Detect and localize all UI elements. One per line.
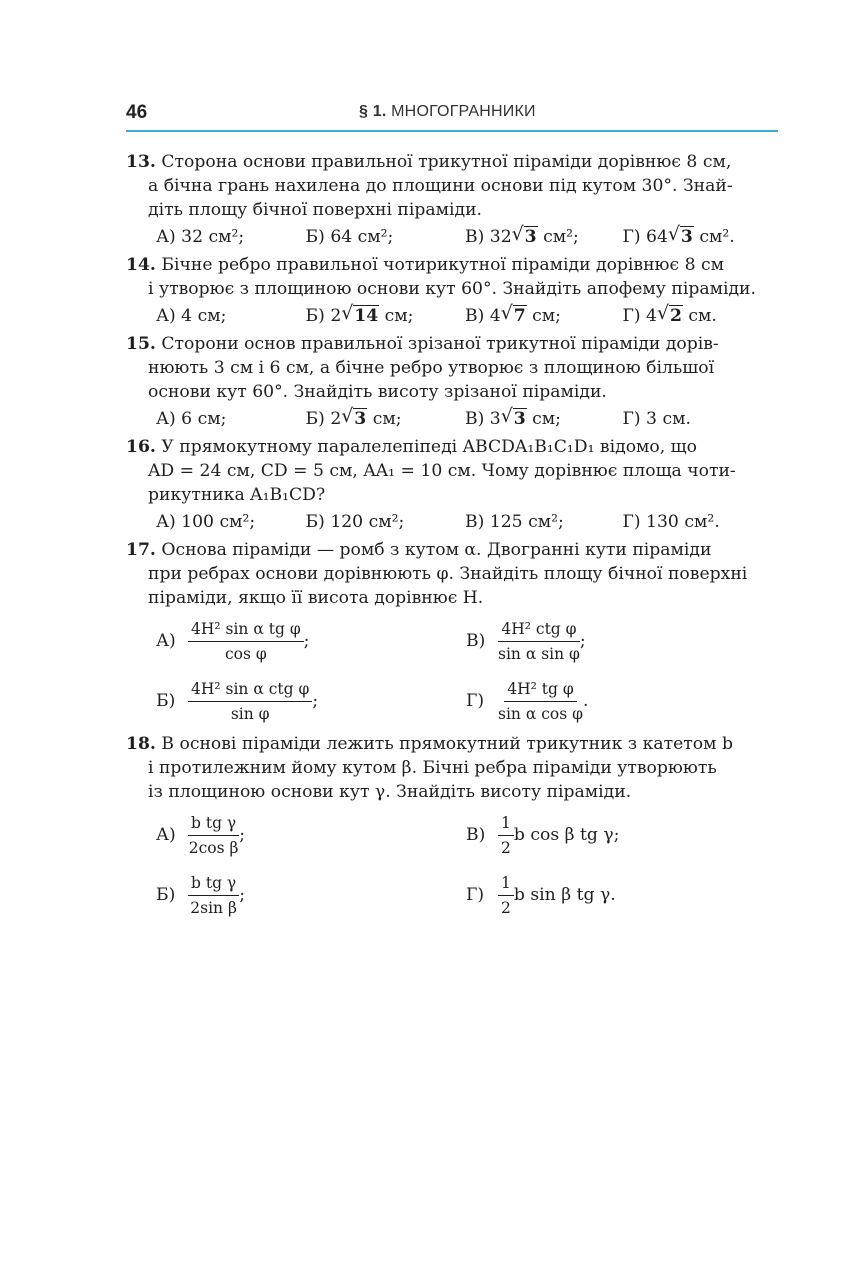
answer-b: Б) 2√ 3 см; — [306, 407, 465, 431]
answer-b: Б) 120 см²; — [305, 512, 405, 532]
fraction: $\frac{1}{2}$ — [498, 873, 514, 918]
answer-options — [126, 810, 778, 920]
page-number: 46 — [126, 102, 148, 123]
problem-number: 14. — [126, 255, 156, 275]
problem-text-line: Сторони основ правильної зрізаної трикутної піраміди дорів- — [161, 334, 719, 354]
answer-a: А) 32 см²; — [156, 227, 245, 247]
answer-d: Г) 130 см². — [622, 512, 720, 532]
problem-17 — [126, 538, 778, 726]
problem-text-line: при ребрах основи дорівнюють φ. Знайдіть площу бічної поверхні — [148, 564, 748, 584]
problem-text-line: У прямокутному паралелепіпеді ABCDA₁B₁C₁D₁ відомо, що — [161, 437, 698, 457]
answer-c: В) 4√ 7 см; — [465, 304, 623, 328]
sqrt-symbol: √ 2 — [657, 304, 683, 328]
answer-b: Б) 64 см²; — [305, 227, 394, 247]
problem-18 — [126, 732, 778, 920]
problem-number: 18. — [126, 734, 156, 754]
answer-c: В) $\frac{\text{4H² ctg φ}}{\text{sin α sin φ}}$ ; — [466, 619, 586, 663]
answer-a: А) $\frac{\text{4H² sin α tg φ}}{\text{cos φ}}$ ; — [156, 619, 310, 663]
sqrt-symbol: √ 14 — [341, 304, 379, 328]
problem-text-line: із площиною основи кут γ. Знайдіть висоту піраміди. — [148, 782, 632, 802]
answer-c: В) 3√ 3 см; — [465, 407, 623, 431]
problem-text-line: основи кут 60°. Знайдіть висоту зрізаної піраміди. — [148, 382, 607, 402]
answer-b: Б) $\frac{\text{b tg γ}}{\text{2sin β}}$ ; — [156, 873, 245, 917]
fraction: $\frac{\text{4H² sin α ctg φ}}{\text{sin φ}}$ — [188, 679, 312, 724]
problem-text-line: В основі піраміди лежить прямокутний трикутник з катетом b — [161, 734, 733, 754]
fraction: $\frac{1}{2}$ — [498, 813, 514, 858]
fraction: $\frac{\text{4H² tg φ}}{\text{sin α cos φ}}$ — [498, 679, 583, 723]
problem-text-line: рикутника A₁B₁CD? — [148, 485, 326, 505]
problem-text-line: нюють 3 см і 6 см, а бічне ребро утворює з площиною більшої — [148, 358, 715, 378]
problems-list — [126, 150, 778, 922]
problem-13 — [126, 150, 778, 249]
answer-c: В) 125 см²; — [465, 512, 564, 532]
problem-text-line: Бічне ребро правильної чотирикутної піраміди дорівнює 8 см — [161, 255, 725, 275]
sqrt-symbol: √ 3 — [512, 225, 538, 249]
sqrt-symbol: √ 3 — [341, 407, 367, 431]
problem-text-line: AD = 24 см, CD = 5 см, AA₁ = 10 см. Чому дорівнює площа чоти- — [148, 461, 736, 481]
fraction: $\frac{\text{b tg γ}}{\text{2sin β}}$ — [188, 873, 239, 918]
answer-options — [126, 225, 778, 249]
page-header — [126, 98, 778, 132]
fraction: $\frac{\text{4H² ctg φ}}{\text{sin α sin φ}}$ — [498, 619, 580, 663]
problem-text-line: Сторона основи правильної трикутної піраміди дорівнює 8 см, — [161, 152, 732, 172]
problem-16 — [126, 435, 778, 534]
problem-14 — [126, 253, 778, 328]
fraction: $\frac{\text{4H² sin α tg φ}}{\text{cos φ}}$ — [188, 619, 304, 664]
answer-options — [126, 510, 778, 534]
problem-number: 15. — [126, 334, 156, 354]
answer-d: Г) $\frac{1}{2}$ b sin β tg γ. — [466, 873, 616, 917]
answer-options — [126, 304, 778, 328]
answer-options — [126, 616, 778, 726]
fraction: $\frac{\text{b tg γ}}{\text{2cos β}}$ — [188, 813, 239, 857]
problem-text-line: а бічна грань нахилена до площини основи під кутом 30°. Знай- — [148, 176, 733, 196]
problem-number: 13. — [126, 152, 156, 172]
sqrt-symbol: √ 3 — [668, 225, 694, 249]
problem-text-line: піраміди, якщо її висота дорівнює H. — [148, 588, 484, 608]
problem-text-line: і протилежним йому кутом β. Бічні ребра піраміди утворюють — [148, 758, 717, 778]
sqrt-symbol: √ 7 — [501, 304, 527, 328]
problem-text-line: Основа піраміди — ромб з кутом α. Двогранні кути піраміди — [161, 540, 712, 560]
answer-a: А) 4 см; — [156, 306, 227, 326]
answer-d: Г) 3 см. — [622, 409, 691, 429]
section-title — [359, 103, 536, 121]
answer-c: В) 32√ 3 см²; — [465, 225, 623, 249]
sqrt-symbol: √ 3 — [501, 407, 527, 431]
section-name: МНОГОГРАННИКИ — [391, 103, 536, 120]
answer-a: А) $\frac{\text{b tg γ}}{\text{2cos β}}$ ; — [156, 813, 245, 857]
problem-15 — [126, 332, 778, 431]
answer-d: Г) $\frac{\text{4H² tg φ}}{\text{sin α cos φ}}$ . — [466, 679, 589, 723]
problem-number: 16. — [126, 437, 156, 457]
answer-options — [126, 407, 778, 431]
problem-text-line: і утворює з площиною основи кут 60°. Знайдіть апофему піраміди. — [148, 279, 756, 299]
answer-a: А) 6 см; — [156, 409, 227, 429]
answer-d: Г) 4√ 2 см. — [623, 304, 779, 328]
problem-number: 17. — [126, 540, 156, 560]
answer-b: Б) $\frac{\text{4H² sin α ctg φ}}{\text{sin φ}}$ ; — [156, 679, 319, 723]
answer-b: Б) 2√ 14 см; — [306, 304, 465, 328]
problem-text-line: діть площу бічної поверхні піраміди. — [148, 200, 482, 220]
section-prefix: § 1. — [359, 103, 387, 120]
answer-c: В) $\frac{1}{2}$ b cos β tg γ; — [466, 813, 620, 857]
answer-a: А) 100 см²; — [156, 512, 256, 532]
answer-d: Г) 64√ 3 см². — [623, 225, 779, 249]
